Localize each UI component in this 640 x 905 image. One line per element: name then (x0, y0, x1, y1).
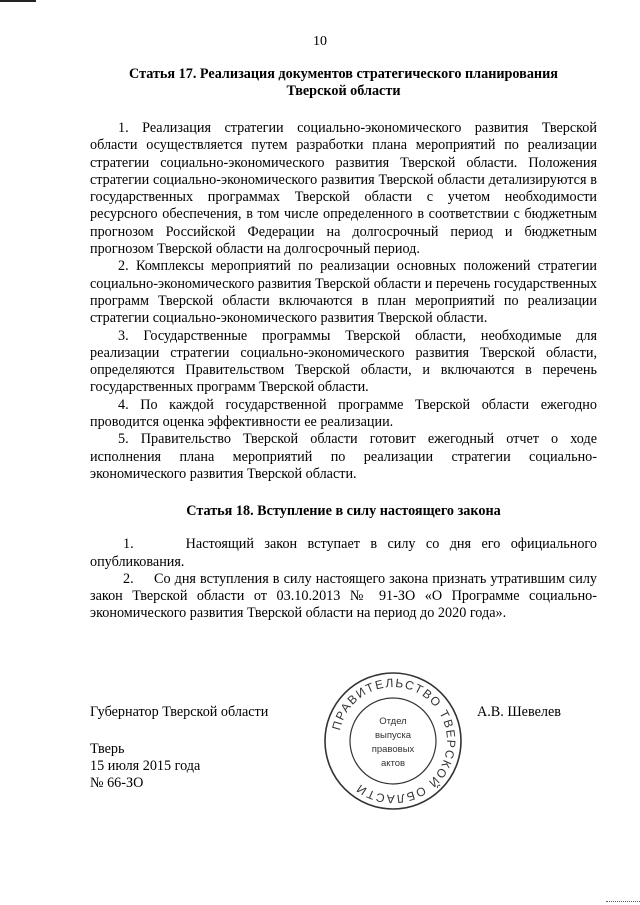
page-number: 10 (313, 34, 327, 49)
stamp-outer-ring (325, 673, 461, 809)
law-number: № 66-ЗО (90, 775, 144, 791)
article-17-paragraph-5: 5. Правительство Тверской области готовит ежегодный отчет о ходе исполнения плана мероприятий по реализации стратегии социально-экономического развития Тверской области. (90, 431, 597, 482)
stamp-center-line-4: актов (380, 758, 406, 769)
stamp-center-line-1: Отдел (379, 716, 407, 727)
article-18-paragraph-1: 1. Настоящий закон вступает в силу со дня его официального опубликования. (90, 536, 601, 570)
article-17-text (90, 120, 597, 483)
article-18-text (90, 536, 601, 622)
article-17-paragraph-4: 4. По каждой государственной программе Тверской области ежегодно проводится оценка эффективности ее реализации. (90, 396, 597, 431)
document-date: 15 июля 2015 года (90, 758, 201, 774)
article-17-paragraph-3: 3. Государственные программы Тверской области, необходимые для реализации стратегии социально-экономического развития Тверской области, определяются Правительством Тверской области, и включаются в перечень государственных программ Тверской области. (90, 327, 597, 396)
article-18-title: Статья 18. Вступление в силу настоящего закона (186, 503, 501, 520)
scan-edge-dots (606, 901, 640, 905)
governor-name: А.В. Шевелев (477, 704, 561, 720)
governor-position: Губернатор Тверской области (90, 704, 269, 720)
stamp-center-line-2: выпуска (374, 730, 412, 741)
document-city: Тверь (90, 741, 125, 757)
article-18-paragraph-2: 2. Со дня вступления в силу настоящего закона признать утратившим силу закон Тверской области от 03.10.2013 № 91-ЗО «О Программе социально-экономического развития Тверской области на период до 2020 года». (90, 570, 601, 622)
article-17-paragraph-1: 1. Реализация стратегии социально-экономического развития Тверской области осуществляется путем разработки плана мероприятий по реализации стратегии социально-экономического развития Тверской области. Положения стратегии социально-экономического развития Тверской области детализируются в государственных программах Тверской области с учетом необходимости ресурсного обеспечения, в том числе определенного в соответствии с бюджетным прогнозом Российской Федерации на долгосрочный период и бюджетным прогнозом Тверской области на долгосрочный период. (90, 120, 597, 258)
stamp-center-line-3: правовых (371, 744, 415, 755)
article-17-paragraph-2: 2. Комплексы мероприятий по реализации основных положений стратегии социально-экономического развития Тверской области и перечень государственных программ Тверской области включаются в план мероприятий по реализации стратегии социально-экономического развития Тверской области. (90, 258, 597, 327)
article-17-title-line2: Тверской области (286, 83, 401, 99)
scan-edge-mark (0, 0, 36, 2)
article-17-title: Статья 17. Реализация документов стратегического планирования (129, 66, 558, 82)
stamp-ring-text: ПРАВИТЕЛЬСТВО ТВЕРСКОЙ ОБЛАСТИ (329, 675, 459, 807)
official-stamp (323, 671, 463, 811)
stamp-inner-ring (350, 698, 436, 784)
document-body (90, 66, 601, 623)
